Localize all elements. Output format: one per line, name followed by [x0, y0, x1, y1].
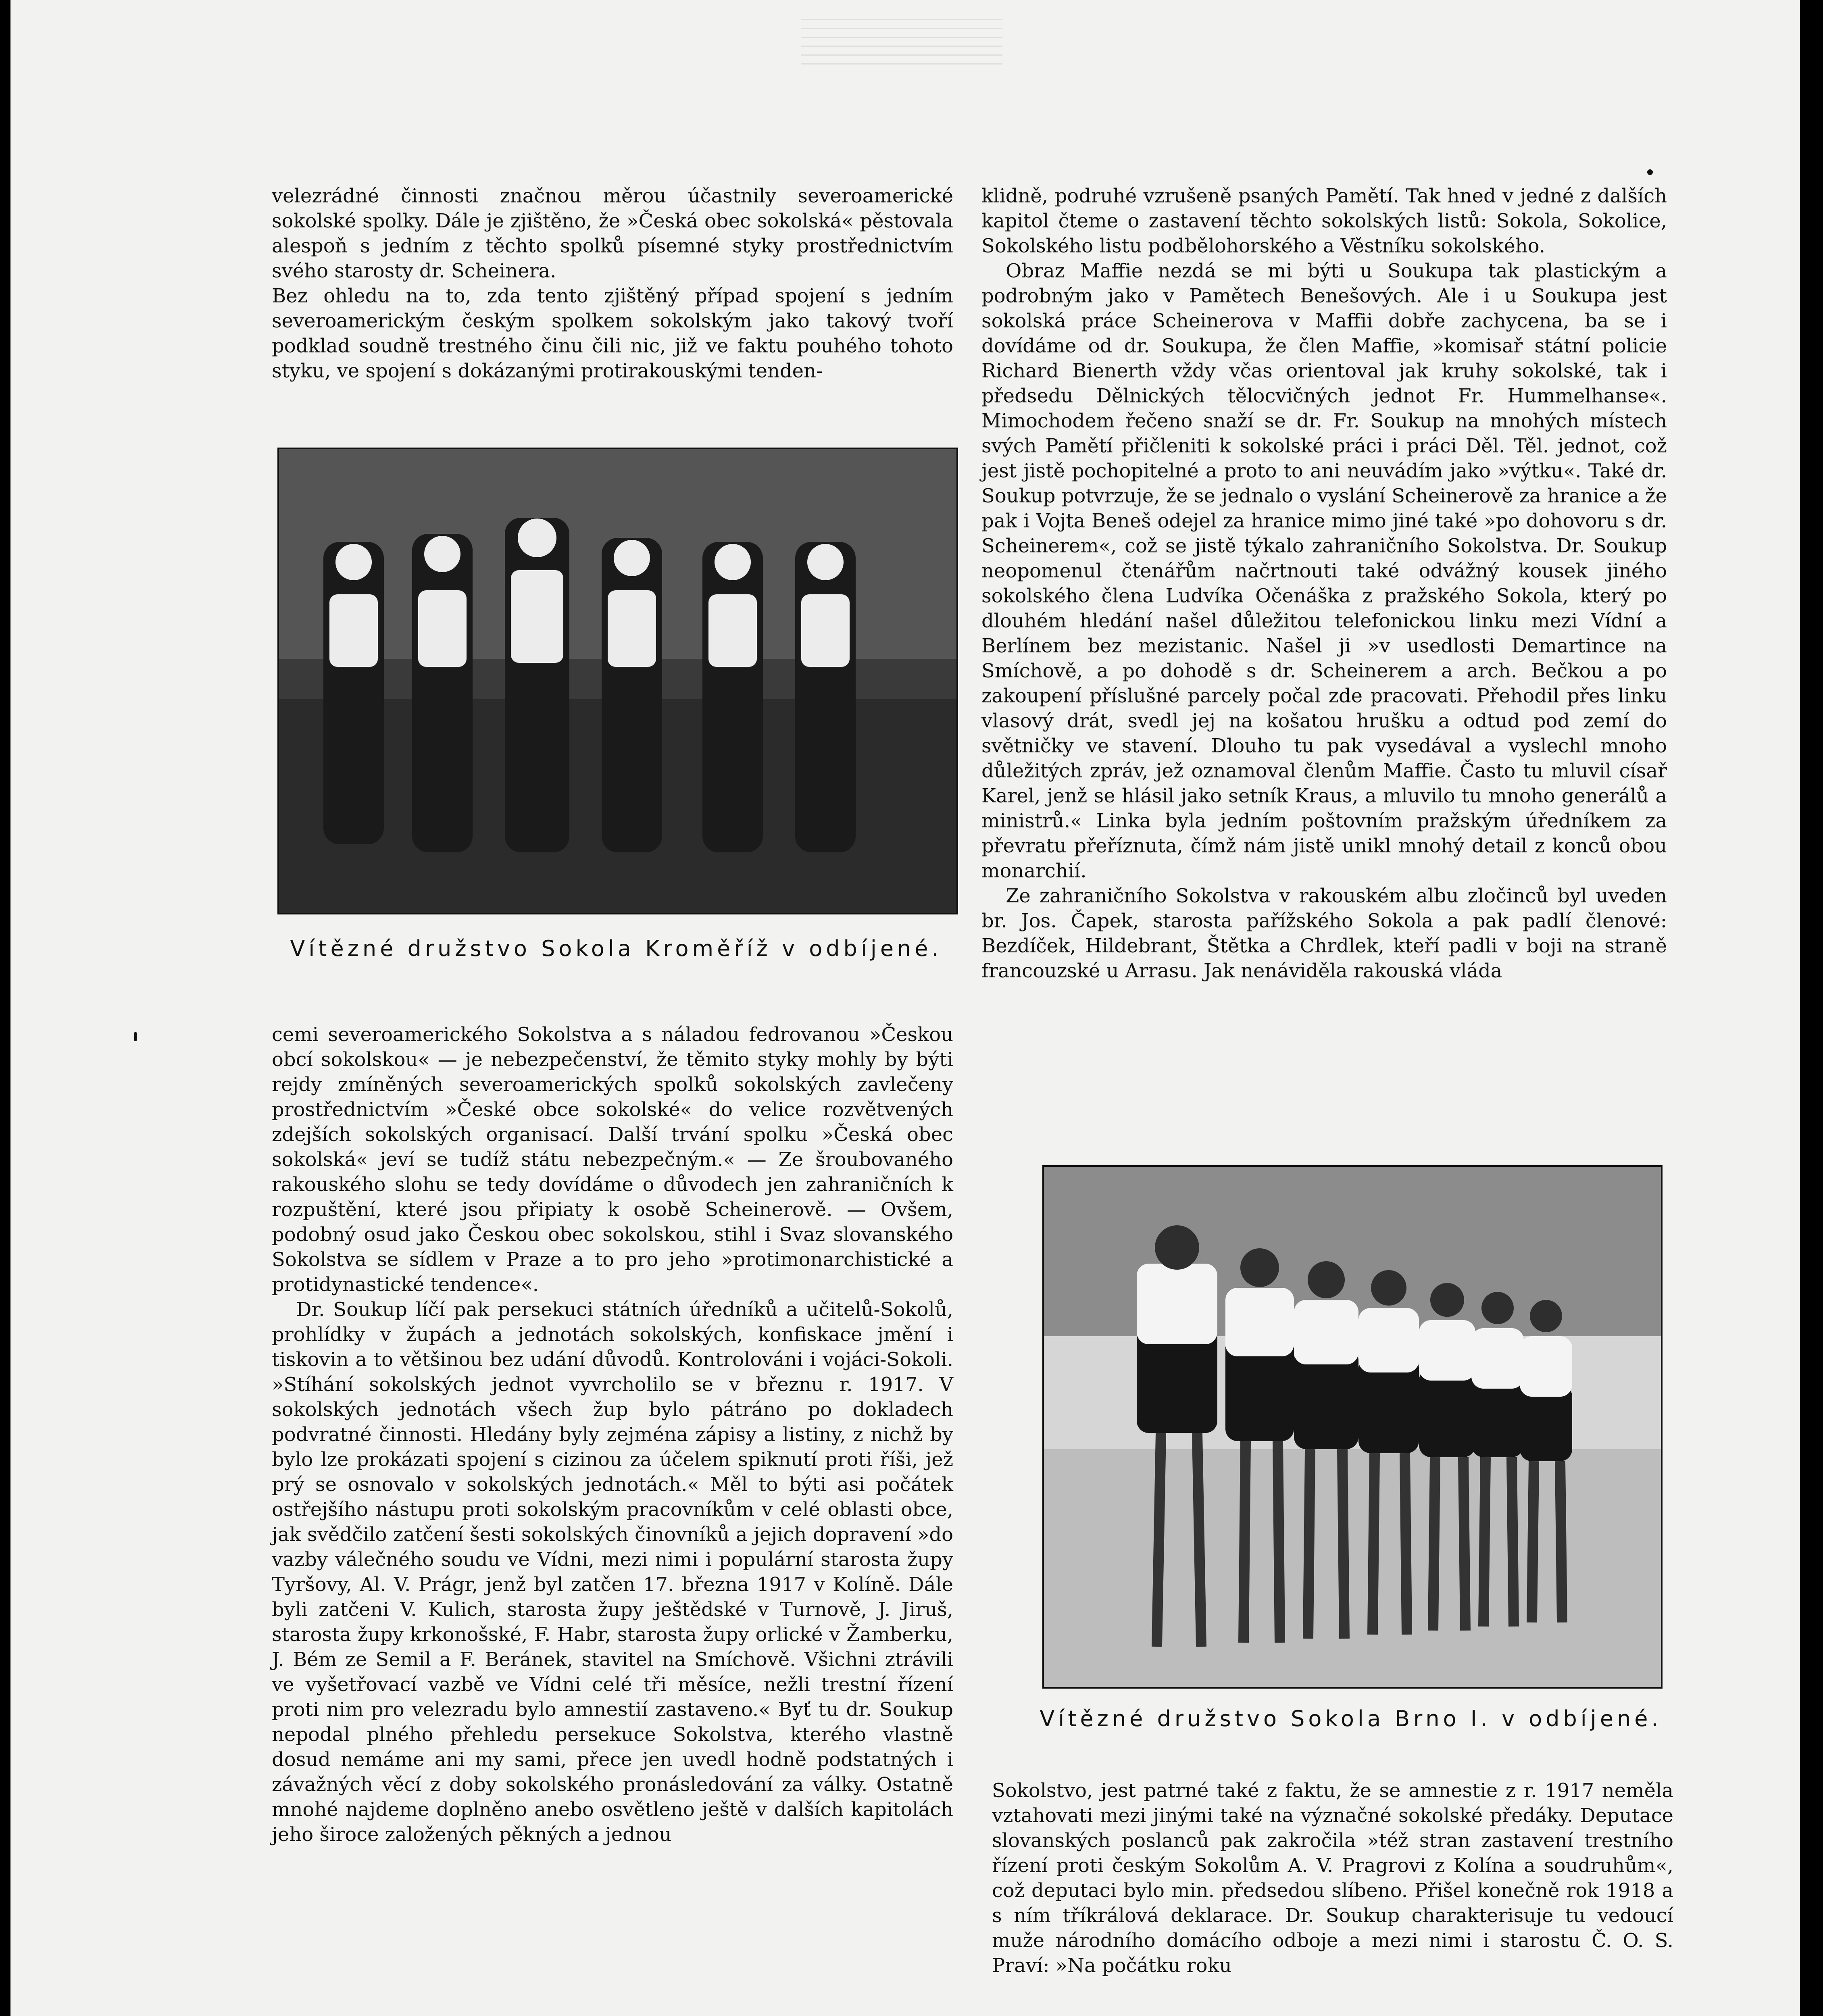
right-column-top-text: [981, 183, 1667, 983]
print-speck: [1647, 169, 1653, 175]
right-paragraph-1: klidně, podruhé vzrušeně psaných Pamětí. Tak hned v jedné z dalších kapitol čteme o zastavení těchto sokolských listů: Sokola, Sokolice, Sokolského listu podbělohorského a Věstníku sokolského.: [981, 185, 1667, 257]
right-column-bottom-text: [992, 1778, 1673, 1978]
photo-kromeriz-team: [277, 448, 958, 914]
left-column-bottom-text: [272, 1022, 953, 1847]
print-speck: [134, 1032, 137, 1041]
left-column-top-text: [272, 183, 953, 383]
photo-caption-brno: Vítězné družstvo Sokola Brno I. v odbíjené.: [1040, 1706, 1662, 1731]
right-paragraph-4: Sokolstvo, jest patrné také z faktu, že se amnestie z r. 1917 neměla vztahovati mezi jinými také na význačné sokolské předáky. Deputace slovanských poslanců pak zakročila »též stran zastavení trestního řízení proti českým Sokolům A. V. Pragrovi z Kolína a soudruhům«, což deputaci bylo min. předsedou slíbeno. Přišel konečně rok 1918 a s ním tříkrálová deklarace. Dr. Soukup charakterisuje tu vedoucí muže národního domácího odboje a mezi nimi i starostu Č. O. S. Praví: »Na počátku roku: [992, 1779, 1673, 1977]
left-paragraph-1: cemi severoamerického Sokolstva a s náladou fedrovanou »Českou obcí sokolskou« — je nebezpečenství, že těmito styky mohly by býti rejdy zmíněných severoamerických spolků sokolských zavlečeny prostřednictvím »České obce sokolské« do velice rozvětvených zdejších sokolských organisací. Další trvání spolku »Česká obec sokolská« jeví se tudíž státu nebezpečným.« — Ze šroubovaného rakouského slohu se tedy dovídáme o důvodech jen zahraničních k rozpuštění, které jsou připiaty k osobě Scheinerově. — Ovšem, podobný osud jako Českou obec sokolskou, stihl i Svaz slovanského Sokolstva se sídlem v Praze a to pro jeho »protimonarchistické a protidynastické tendence«.: [272, 1023, 953, 1296]
photo-caption-kromeriz: Vítězné družstvo Sokola Kroměříž v odbíjené.: [290, 936, 942, 961]
right-paragraph-3: Ze zahraničního Sokolstva v rakouském albu zločinců byl uveden br. Jos. Čapek, starosta pařížského Sokola a pak padlí členové: Bezdíček, Hildebrant, Štětka a Chrdlek, kteří padli v boji na straně francouzské u Arrasu. Jak nenáviděla rakouská vláda: [981, 885, 1667, 982]
left-top-paragraph: velezrádné činnosti značnou měrou účastnily severoamerické sokolské spolky. Dále je zjištěno, že »Česká obec sokolská« pěstovala alespoň s jedním z těchto spolků písemné styky prostřednictvím svého starosty dr. Scheinera. Bez ohledu na to, zda tento zjištěný případ spojení s jedním severoamerickým českým spolkem sokolským jako takový tvoří podklad soudně trestného činu čili nic, již ve faktu pouhého tohoto styku, ve spojení s dokázanými protirakouskými tenden-: [272, 185, 953, 382]
scan-smudge: [801, 16, 1002, 65]
photo-brno-team: [1042, 1165, 1663, 1689]
left-paragraph-2: Dr. Soukup líčí pak persekuci státních úředníků a učitelů-Sokolů, prohlídky v župách a jednotách sokolských, konfiskace jmění i tiskovin a to většinou bez udání důvodů. Kontrolováni i vojáci-Sokoli. »Stíhání sokolských jednot vyvrcholilo se v březnu r. 1917. V sokolských jednotách všech žup bylo pátráno po dokladech podvratné činnosti. Hledány byly zejména zápisy a listiny, z nichž by bylo lze prokázati spojení s cizinou za účelem spiknutí proti říši, jež prý se osnovalo v sokolských jednotách.« Měl to býti asi počátek ostřejšího nástupu proti sokolským pracovníkům v celé oblasti obce, jak svědčilo zatčení šesti sokolských činovníků a jejich dopravení »do vazby válečného soudu ve Vídni, mezi nimi i populární starosta župy Tyršovy, Al. V. Prágr, jenž byl zatčen 17. března 1917 v Kolíně. Dále byli zatčeni V. Kulich, starosta župy ještědské v Turnově, J. Jiruš, starosta župy krkonošské, F. Habr, starosta župy orlické v Žamberku, J. Bém ze Semil a F. Beránek, stavitel na Smíchově. Všichni ztrávili ve vyšetřovací vazbě ve Vídni celé tři měsíce, nežli trestní řízení proti nim pro velezradu bylo amnestií zastaveno.« Byť tu dr. Soukup nepodal plného přehledu persekuce Sokolstva, kterého vlastně dosud nemáme ani my sami, přece jen uvedl hodně podstatných i závažných věcí z doby sokolského pronásledování za války. Ostatně mnohé najdeme doplněno anebo osvětleno ještě v dalších kapitolách jeho široce založených pěkných a jednou: [272, 1298, 953, 1846]
right-paragraph-2: Obraz Maffie nezdá se mi býti u Soukupa tak plastickým a podrobným jako v Pamětech Benešových. Ale i u Soukupa jest sokolská práce Scheinerova v Maffii dobře zachycena, ba se i dovídáme od dr. Soukupa, že člen Maffie, »komisař státní policie Richard Bienerth vždy včas orientoval jak kruhy sokolské, tak i předsedu Dělnických tělocvičných jednot Fr. Hummelhanse«. Mimochodem řečeno snaží se dr. Fr. Soukup na mnohých místech svých Pamětí přičleniti k sokolské práci i práci Děl. Těl. jednot, což jest jistě pochopitelné a proto to ani neuvádím jako »výtku«. Také dr. Soukup potvrzuje, že se jednalo o vyslání Scheinerově za hranice a že pak i Vojta Beneš odejel za hranice mimo jiné také »po dohovoru s dr. Scheinerem«, což se jistě týkalo zahraničního Sokolstva. Dr. Soukup neopomenul čtenářům načrtnouti také odvážný kousek jiného sokolského člena Ludvíka Očenáška z pražského Sokola, který po dlouhém hledání našel důležitou telefonickou linku mezi Vídní a Berlínem bez mezistanic. Našel ji »v usedlosti Demartince na Smíchově, a po dohodě s dr. Scheinerem a arch. Bečkou a po zakoupení příslušné parcely počal zde pracovati. Přehodil přes linku vlasový drát, svedl jej na košatou hrušku a odtud pod zemí do světničky ve stavení. Dlouho tu pak vysedával a vyslechl mnoho důležitých zpráv, jež oznamoval členům Maffie. Často tu mluvil císař Karel, jenž se hlásil jako setník Kraus, a mluvilo tu mnoho generálů a ministrů.« Linka byla jedním poštovním pražským úředníkem za převratu přeříznuta, čímž nám jistě unikl mnohý detail z konců obou monarchií.: [981, 260, 1667, 882]
